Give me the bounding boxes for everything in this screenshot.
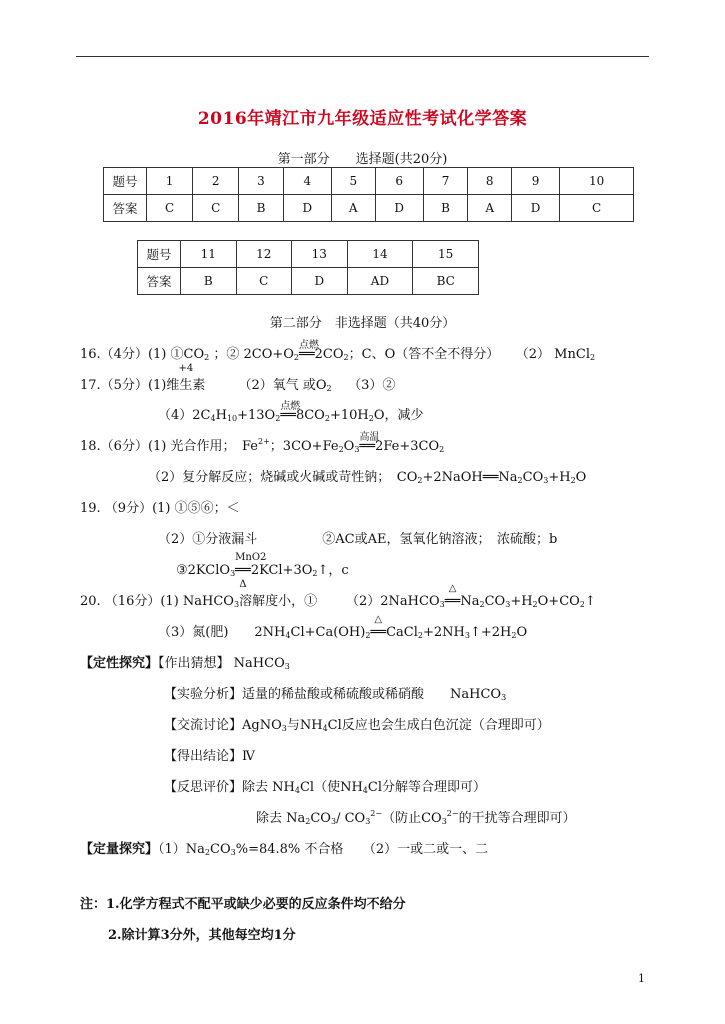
reaction-arrow: 高温 ══ bbox=[359, 439, 375, 454]
subscript: 2 bbox=[338, 445, 344, 454]
qual-row-3 bbox=[164, 714, 550, 733]
table-cell: 14 bbox=[347, 241, 413, 268]
subscript: 3 bbox=[230, 848, 236, 857]
text: +13O bbox=[237, 408, 276, 423]
text: CO bbox=[484, 594, 506, 609]
tag: 【得出结论】 bbox=[164, 749, 243, 764]
qual-row-6 bbox=[256, 807, 576, 826]
answer-20-3 bbox=[158, 614, 528, 640]
table-cell: 7 bbox=[423, 168, 468, 195]
qual-row-2 bbox=[164, 683, 506, 702]
text: （防止CO bbox=[382, 811, 442, 826]
table-row bbox=[104, 195, 634, 222]
text: Cl分解等合理即可） bbox=[367, 780, 486, 795]
reaction-condition: △ bbox=[374, 614, 383, 625]
header-rule bbox=[76, 56, 649, 57]
tag: 【反思评价】 bbox=[164, 780, 243, 795]
table-cell: 8 bbox=[468, 168, 512, 195]
subscript: 4 bbox=[285, 631, 291, 640]
subscript: 2 bbox=[589, 353, 596, 362]
text: 16.（4分）(1) ①CO bbox=[80, 347, 205, 362]
row-header: 题号 bbox=[138, 241, 181, 268]
subscript: 4 bbox=[362, 786, 368, 795]
text: 2Fe+3CO bbox=[375, 439, 440, 454]
table-cell: A bbox=[331, 195, 375, 222]
subscript: 3 bbox=[464, 631, 470, 640]
table-cell: 3 bbox=[239, 168, 284, 195]
subscript: 2 bbox=[305, 817, 311, 826]
text: O bbox=[575, 470, 587, 485]
answer-table-1 bbox=[103, 167, 634, 222]
table-cell: 15 bbox=[413, 241, 479, 268]
text: CaCl bbox=[386, 625, 418, 640]
text: 溶解度小，① bbox=[239, 594, 318, 609]
text: ；3CO+Fe bbox=[269, 439, 339, 454]
subscript: 4 bbox=[210, 414, 216, 423]
table-cell: D bbox=[283, 195, 331, 222]
subscript: 2 bbox=[579, 600, 585, 609]
table-cell: 12 bbox=[236, 241, 292, 268]
text: 20. （16分）(1) NaHCO bbox=[80, 594, 234, 609]
table-row bbox=[104, 168, 634, 195]
reaction-arrow: 点燃 ══ bbox=[280, 408, 296, 423]
subscript: 2 bbox=[275, 414, 281, 423]
table-cell: 2 bbox=[193, 168, 239, 195]
text: ↑+2H bbox=[469, 625, 512, 640]
text: 18.（6分）(1) 光合作用； Fe bbox=[80, 439, 258, 454]
text: 除去 NH bbox=[242, 780, 295, 795]
text: H bbox=[215, 408, 227, 423]
reaction-condition: △ bbox=[448, 583, 457, 594]
tag: 【实验分析】 bbox=[164, 687, 243, 702]
text: 2KCl+3O bbox=[250, 563, 313, 578]
subscript: 2 bbox=[312, 569, 318, 578]
subscript: 2 bbox=[511, 631, 517, 640]
reaction-condition: 高温 bbox=[359, 432, 380, 443]
table-cell: C bbox=[147, 195, 193, 222]
reaction-arrow: △ ══ bbox=[370, 614, 387, 640]
note-1: 注：1.化学方程式不配平或缺少必要的反应条件均不给分 bbox=[80, 897, 406, 912]
answer-table-2 bbox=[137, 240, 479, 295]
text: 19. （9分）(1) ①⑤⑥；＜ bbox=[80, 501, 240, 516]
text: AgNO bbox=[242, 718, 282, 733]
subscript: 2 bbox=[532, 600, 538, 609]
table-row bbox=[138, 268, 479, 295]
subscript: 2 bbox=[365, 631, 371, 640]
subscript: 3 bbox=[441, 817, 447, 826]
tag: 【交流讨论】 bbox=[164, 718, 243, 733]
table-cell: 5 bbox=[331, 168, 375, 195]
table-cell: D bbox=[292, 268, 348, 295]
text: %=84.8% 不合格 （2）一或二或一、二 bbox=[235, 842, 489, 857]
text: （4）2C bbox=[158, 408, 211, 423]
text: +2NaOH══Na bbox=[422, 470, 518, 485]
table-cell: 1 bbox=[147, 168, 193, 195]
text: Na bbox=[460, 594, 480, 609]
text: 的干扰等合理即可） bbox=[458, 811, 576, 826]
table-cell: 6 bbox=[375, 168, 423, 195]
text: 2CO bbox=[314, 347, 344, 362]
text: +2NH bbox=[423, 625, 465, 640]
subscript: 3 bbox=[501, 693, 507, 702]
reaction-arrow: △ ══ bbox=[444, 583, 461, 609]
table-cell: C bbox=[193, 195, 239, 222]
text: ；② 2CO+O bbox=[213, 347, 294, 362]
quant-row bbox=[80, 838, 488, 857]
text: （2）氧气 或O bbox=[238, 378, 327, 393]
text: 8CO bbox=[295, 408, 325, 423]
text: Cl（使NH bbox=[299, 780, 363, 795]
text: 适量的稀盐酸或稀硫酸或稀硝酸 NaHCO bbox=[242, 687, 502, 702]
text: （2） MnCl bbox=[515, 347, 590, 362]
reaction-catalyst: MnO2 bbox=[235, 552, 267, 563]
subscript: 4 bbox=[322, 724, 328, 733]
subscript: 10 bbox=[226, 414, 238, 423]
subscript: 3 bbox=[330, 817, 337, 826]
text: / CO bbox=[336, 811, 366, 826]
subscript: 2 bbox=[417, 631, 423, 640]
table-cell: B bbox=[423, 195, 468, 222]
subscript: 2 bbox=[343, 353, 349, 362]
table-cell: 11 bbox=[181, 241, 237, 268]
text: CO bbox=[310, 811, 331, 826]
text: CO bbox=[210, 842, 231, 857]
text: Ⅳ bbox=[242, 749, 256, 764]
page-number: 1 bbox=[638, 972, 645, 985]
text: Cl反应也会生成白色沉淀（合理即可） bbox=[327, 718, 550, 733]
qual-row-5 bbox=[164, 776, 486, 795]
reaction-arrow: 点燃 ══ bbox=[299, 347, 315, 362]
subscript: 3 bbox=[233, 600, 240, 609]
subscript: 3 bbox=[365, 817, 371, 826]
table-cell: 9 bbox=[512, 168, 560, 195]
table-cell: C bbox=[560, 195, 634, 222]
text: （2）复分解反应；烧碱或火碱或苛性钠； CO bbox=[148, 470, 418, 485]
text: CO bbox=[522, 470, 544, 485]
table-cell: D bbox=[512, 195, 560, 222]
text: ↑ bbox=[584, 594, 596, 609]
answer-18-2 bbox=[148, 466, 586, 485]
text: （3）氮(肥) 2NH bbox=[158, 625, 286, 640]
row-header: 答案 bbox=[138, 268, 181, 295]
section-label: 【定性探究】 bbox=[80, 656, 159, 671]
subscript: 3 bbox=[543, 476, 549, 485]
text: +10H bbox=[329, 408, 369, 423]
answer-19-3 bbox=[176, 552, 349, 590]
subscript: 3 bbox=[439, 600, 445, 609]
reaction-condition: Δ bbox=[239, 579, 247, 590]
table-cell: A bbox=[468, 195, 512, 222]
reaction-condition: 点燃 bbox=[280, 401, 301, 412]
section-label: 【定量探究】 bbox=[80, 842, 159, 857]
subscript: 2 bbox=[368, 414, 374, 423]
text: O，减少 bbox=[373, 408, 424, 423]
subscript: 2 bbox=[517, 476, 523, 485]
subscript: 2 bbox=[479, 600, 485, 609]
table-cell: BC bbox=[413, 268, 479, 295]
text: Cl+Ca(OH) bbox=[290, 625, 366, 640]
valence-mark bbox=[166, 363, 206, 393]
reaction-arrow: MnO2 ══ Δ bbox=[235, 552, 267, 590]
page-title: 2016年靖江市九年级适应性考试化学答案 bbox=[197, 109, 528, 129]
text: 维生素 bbox=[166, 378, 206, 393]
part2-heading: 第二部分 非选择题（共40分） bbox=[269, 316, 456, 331]
subscript: 2 bbox=[570, 476, 576, 485]
answer-19 bbox=[80, 497, 240, 516]
subscript: 3 bbox=[354, 445, 360, 454]
qual-row-1 bbox=[80, 652, 290, 671]
answer-16 bbox=[80, 340, 596, 362]
text: ；C、O（答不全不得分） bbox=[348, 347, 500, 362]
row-header: 题号 bbox=[104, 168, 147, 195]
text: 17.（5分）(1) bbox=[80, 378, 167, 393]
row-header: 答案 bbox=[104, 195, 147, 222]
text: NaHCO bbox=[233, 656, 285, 671]
part1-heading: 第一部分 选择题(共20分) bbox=[277, 152, 448, 167]
table-cell: D bbox=[375, 195, 423, 222]
subscript: 4 bbox=[294, 786, 300, 795]
text: +H bbox=[510, 594, 533, 609]
text: +H bbox=[548, 470, 571, 485]
subscript: 3 bbox=[281, 724, 287, 733]
subscript: 2 bbox=[293, 353, 299, 362]
subscript: 2 bbox=[324, 414, 330, 423]
text: ③2KClO bbox=[176, 563, 231, 578]
table-cell: 4 bbox=[283, 168, 331, 195]
valence: +4 bbox=[178, 363, 194, 374]
text: O bbox=[343, 439, 355, 454]
tag: 【作出猜想】 bbox=[158, 656, 230, 671]
text: ↑，c bbox=[317, 563, 349, 578]
subscript: 2 bbox=[439, 445, 445, 454]
superscript: 2+ bbox=[258, 437, 270, 446]
subscript: 3 bbox=[284, 662, 290, 671]
note-2: 2.除计算3分外，其他每空均1分 bbox=[108, 928, 296, 943]
subscript: 3 bbox=[505, 600, 511, 609]
text: O bbox=[516, 625, 528, 640]
subscript: 2 bbox=[417, 476, 423, 485]
table-cell: C bbox=[236, 268, 292, 295]
reaction-condition: 点燃 bbox=[299, 340, 319, 351]
answer-20 bbox=[80, 583, 596, 609]
table-cell: B bbox=[239, 195, 284, 222]
superscript: 2− bbox=[446, 809, 459, 818]
text: 与NH bbox=[286, 718, 323, 733]
answer-17-4 bbox=[158, 401, 424, 423]
superscript: 2− bbox=[370, 809, 383, 818]
subscript: 2 bbox=[204, 353, 210, 362]
text: 除去 Na bbox=[256, 811, 306, 826]
text: （2）2NaHCO bbox=[346, 594, 440, 609]
qual-row-4 bbox=[164, 745, 255, 764]
table-cell: AD bbox=[347, 268, 413, 295]
answer-19-2 bbox=[158, 528, 557, 547]
subscript: 2 bbox=[326, 384, 332, 393]
table-row bbox=[138, 241, 479, 268]
answer-17 bbox=[80, 363, 396, 393]
answer-18 bbox=[80, 432, 445, 454]
subscript: 3 bbox=[230, 569, 236, 578]
table-cell: 10 bbox=[560, 168, 634, 195]
text: （1）Na bbox=[158, 842, 205, 857]
table-cell: 13 bbox=[292, 241, 348, 268]
text: （2）①分液漏斗 ②AC或AE，氢氧化钠溶液； 浓硫酸；b bbox=[158, 532, 558, 547]
text: O+CO bbox=[537, 594, 580, 609]
subscript: 2 bbox=[204, 848, 211, 857]
table-cell: B bbox=[181, 268, 237, 295]
text: （3）② bbox=[348, 378, 396, 393]
